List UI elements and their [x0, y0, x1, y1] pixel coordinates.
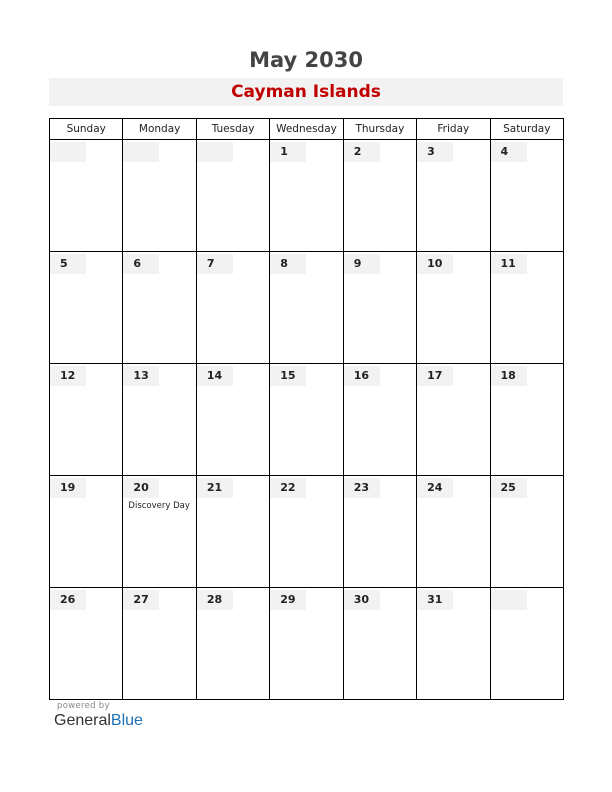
day-number: 27 [123, 590, 159, 610]
day-cell [50, 588, 123, 700]
day-number: 15 [270, 366, 306, 386]
week-row [50, 476, 564, 588]
brand-blue: Blue [110, 712, 143, 729]
day-number: 14 [197, 366, 233, 386]
day-number: 22 [270, 478, 306, 498]
day-cell [343, 140, 416, 252]
day-cell [196, 476, 269, 588]
weekday-sunday: Sunday [50, 119, 123, 140]
day-number: 13 [123, 366, 159, 386]
day-number: 30 [344, 590, 380, 610]
day-number: 17 [417, 366, 453, 386]
week-row [50, 364, 564, 476]
day-cell [50, 252, 123, 364]
day-number: 10 [417, 254, 453, 274]
day-cell [270, 476, 343, 588]
day-cell [417, 588, 490, 700]
day-number: 9 [344, 254, 380, 274]
day-number: 16 [344, 366, 380, 386]
day-number: 21 [197, 478, 233, 498]
week-row [50, 588, 564, 700]
day-cell [343, 252, 416, 364]
day-cell [490, 476, 563, 588]
day-number: 8 [270, 254, 306, 274]
day-number: 29 [270, 590, 306, 610]
powered-by-label: powered by [57, 701, 110, 711]
day-cell [50, 476, 123, 588]
day-cell [196, 588, 269, 700]
day-cell [123, 588, 196, 700]
day-number: 25 [491, 478, 527, 498]
day-number [197, 142, 233, 162]
day-cell [50, 140, 123, 252]
country-banner: Cayman Islands [49, 78, 563, 106]
day-number: 20 [123, 478, 159, 498]
weekday-thursday: Thursday [343, 119, 416, 140]
day-cell [123, 140, 196, 252]
day-number: 1 [270, 142, 306, 162]
day-number: 3 [417, 142, 453, 162]
day-cell [270, 588, 343, 700]
day-cell [196, 252, 269, 364]
day-number: 4 [491, 142, 527, 162]
day-number: 11 [491, 254, 527, 274]
day-number: 28 [197, 590, 233, 610]
day-cell [490, 588, 563, 700]
weekday-monday: Monday [123, 119, 196, 140]
day-number [491, 590, 527, 610]
day-number: 5 [50, 254, 86, 274]
day-cell [417, 252, 490, 364]
day-cell [490, 252, 563, 364]
day-number: 24 [417, 478, 453, 498]
day-number: 2 [344, 142, 380, 162]
holiday-label: Discovery Day [128, 501, 190, 511]
day-cell [490, 140, 563, 252]
weekday-header-row [50, 119, 564, 140]
day-number [123, 142, 159, 162]
day-cell [196, 364, 269, 476]
calendar-grid [49, 118, 564, 700]
day-number: 31 [417, 590, 453, 610]
day-cell [270, 364, 343, 476]
day-cell [490, 364, 563, 476]
brand-logo[interactable] [54, 712, 143, 730]
day-cell [343, 588, 416, 700]
day-number [50, 142, 86, 162]
day-cell [417, 140, 490, 252]
weekday-wednesday: Wednesday [270, 119, 343, 140]
day-number: 26 [50, 590, 86, 610]
day-cell [270, 252, 343, 364]
day-number: 12 [50, 366, 86, 386]
weekday-saturday: Saturday [490, 119, 563, 140]
day-number: 23 [344, 478, 380, 498]
day-cell [123, 364, 196, 476]
calendar-body [50, 140, 564, 700]
week-row [50, 140, 564, 252]
day-cell [417, 476, 490, 588]
calendar-title: May 2030 [249, 48, 363, 72]
day-cell [196, 140, 269, 252]
week-row [50, 252, 564, 364]
day-cell [123, 476, 196, 588]
brand-general: General [54, 712, 111, 729]
day-number: 6 [123, 254, 159, 274]
day-number: 18 [491, 366, 527, 386]
weekday-tuesday: Tuesday [196, 119, 269, 140]
day-cell [123, 252, 196, 364]
day-cell [270, 140, 343, 252]
day-cell [417, 364, 490, 476]
day-number: 19 [50, 478, 86, 498]
weekday-friday: Friday [417, 119, 490, 140]
day-cell [343, 476, 416, 588]
day-cell [50, 364, 123, 476]
day-number: 7 [197, 254, 233, 274]
day-cell [343, 364, 416, 476]
